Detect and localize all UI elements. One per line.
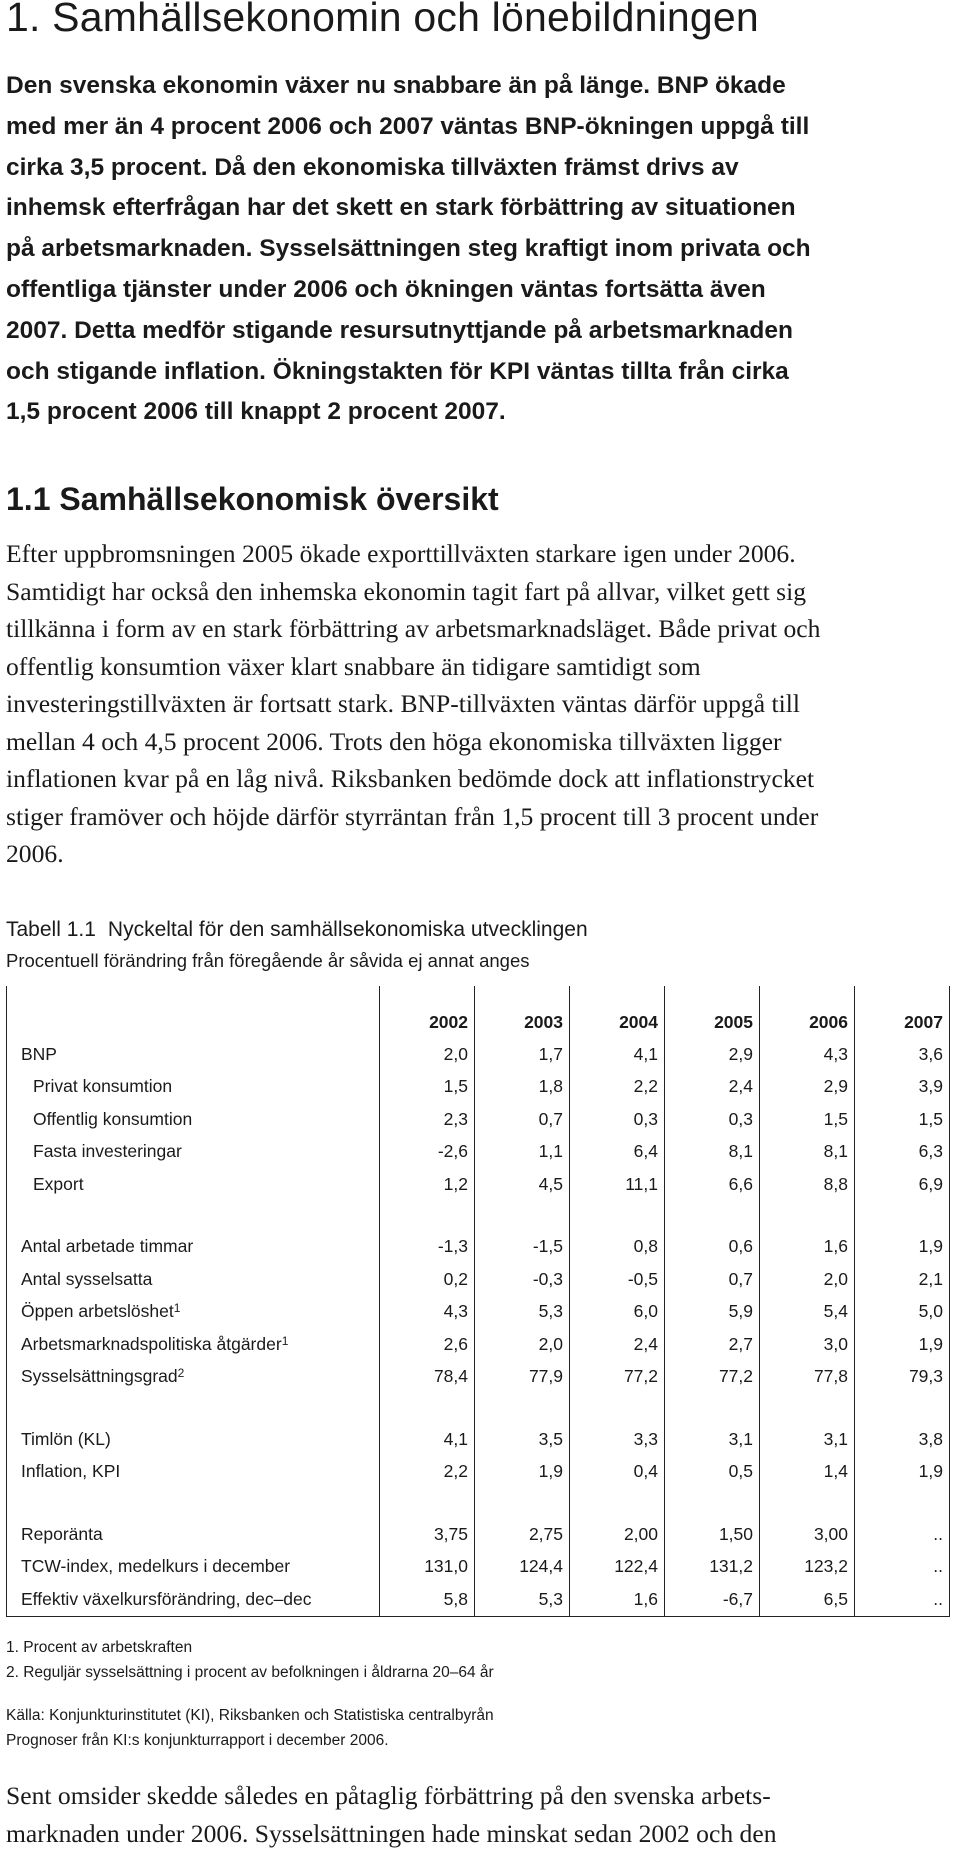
value-cell: 5,0 (855, 1296, 950, 1329)
spacer-cell (380, 1201, 475, 1231)
table-body (7, 1038, 950, 1616)
value-cell: 4,3 (380, 1296, 475, 1329)
value-cell: 1,5 (380, 1071, 475, 1104)
spacer-cell (475, 1201, 570, 1231)
body-line: Samtidigt har också den inhemska ekonomin tagit fart på allvar, vilket gett sig (6, 576, 807, 606)
row-label-text: Antal arbetade timmar (21, 1236, 194, 1257)
value-cell: .. (855, 1551, 950, 1584)
value-cell: 1,9 (855, 1328, 950, 1361)
value-cell: .. (855, 1583, 950, 1616)
spacer-cell (855, 1393, 950, 1423)
value-cell: 5,8 (380, 1583, 475, 1616)
body-line: offentlig konsumtion växer klart snabbare än tidigare samtidigt som (6, 651, 701, 681)
spacer-cell (760, 1393, 855, 1423)
value-cell: 0,3 (570, 1103, 665, 1136)
row-label-text: Effektiv växelkursförändring, dec–dec (21, 1588, 312, 1609)
spacer-cell (380, 1488, 475, 1518)
row-label (7, 1296, 380, 1329)
row-label (7, 1231, 380, 1264)
table-caption (6, 918, 588, 942)
header-spacer-cell (760, 986, 855, 1006)
table-row (7, 1103, 950, 1136)
source-line: Källa: Konjunkturinstitutet (KI), Riksbanken och Statistiska centralbyrån (6, 1707, 494, 1724)
spacer-cell (570, 1488, 665, 1518)
table-row (7, 1231, 950, 1264)
spacer-cell (570, 1393, 665, 1423)
table-row (7, 1071, 950, 1104)
value-cell: 5,3 (475, 1583, 570, 1616)
value-cell: 77,2 (570, 1361, 665, 1394)
value-cell: 6,0 (570, 1296, 665, 1329)
row-label-text: Arbetsmarknadspolitiska åtgärder (21, 1333, 282, 1354)
lead-line: på arbetsmarknaden. Sysselsättningen steg kraftigt inom privata och (6, 235, 811, 263)
value-cell: 8,8 (760, 1168, 855, 1201)
row-label-text: Timlön (KL) (21, 1428, 111, 1449)
value-cell: 2,9 (760, 1071, 855, 1104)
header-spacer-cell (665, 986, 760, 1006)
value-cell: 6,5 (760, 1583, 855, 1616)
year-header-cell: 2003 (475, 1006, 570, 1038)
value-cell: 0,8 (570, 1231, 665, 1264)
value-cell: 5,4 (760, 1296, 855, 1329)
value-cell: 2,1 (855, 1263, 950, 1296)
value-cell: 1,50 (665, 1518, 760, 1551)
value-cell: 2,4 (665, 1071, 760, 1104)
footnote-line: 2. Reguljär sysselsättning i procent av befolkningen i åldrarna 20–64 år (6, 1664, 494, 1681)
value-cell: -1,3 (380, 1231, 475, 1264)
body-line: investeringstillväxten är fortsatt stark. BNP-tillväxten väntas därför uppgå till (6, 689, 800, 718)
header-spacer-cell (475, 986, 570, 1006)
value-cell: 2,4 (570, 1328, 665, 1361)
value-cell: 6,6 (665, 1168, 760, 1201)
body-paragraph (6, 535, 936, 873)
value-cell: 2,7 (665, 1328, 760, 1361)
row-label-text: Reporänta (21, 1523, 103, 1544)
value-cell: 77,2 (665, 1361, 760, 1394)
body-line: 2006. (6, 839, 64, 868)
row-label-text: Privat konsumtion (33, 1076, 173, 1097)
row-label (7, 1038, 380, 1071)
year-header-cell: 2007 (855, 1006, 950, 1038)
value-cell: 2,9 (665, 1038, 760, 1071)
value-cell: 77,8 (760, 1361, 855, 1394)
footnote-line: 1. Procent av arbetskraften (6, 1639, 193, 1656)
value-cell: 1,6 (570, 1583, 665, 1616)
year-header-cell: 2006 (760, 1006, 855, 1038)
header-spacer-cell (855, 986, 950, 1006)
spacer-cell (665, 1201, 760, 1231)
value-cell: 1,9 (475, 1456, 570, 1489)
lead-line: inhemsk efterfrågan har det skett en stark förbättring av situationen (6, 194, 796, 222)
row-label-text: Inflation, KPI (21, 1461, 121, 1482)
spacer-cell (855, 1201, 950, 1231)
header-spacer-cell (7, 986, 380, 1006)
header-spacer-cell (380, 986, 475, 1006)
row-label (7, 1071, 380, 1104)
spacer-cell (475, 1488, 570, 1518)
footnotes (6, 1635, 494, 1685)
lead-line: 2007. Detta medför stigande resursutnyttjande på arbetsmarknaden (6, 316, 793, 344)
year-header-cell: 2002 (380, 1006, 475, 1038)
spacer-cell (855, 1488, 950, 1518)
table-row (7, 1456, 950, 1489)
chapter-heading: 1. Samhällsekonomin och lönebildningen (6, 0, 759, 40)
row-label (7, 1518, 380, 1551)
source-line: Prognoser från KI:s konjunkturrapport i december 2006. (6, 1732, 389, 1749)
value-cell: 1,1 (475, 1136, 570, 1169)
year-header-cell: 2004 (570, 1006, 665, 1038)
header-spacer-cell (570, 986, 665, 1006)
value-cell: 0,4 (570, 1456, 665, 1489)
value-cell: 5,9 (665, 1296, 760, 1329)
spacer-cell (665, 1393, 760, 1423)
value-cell: 3,6 (855, 1038, 950, 1071)
value-cell: 0,6 (665, 1231, 760, 1264)
lead-line: med mer än 4 procent 2006 och 2007 väntas BNP-ökningen uppgå till (6, 112, 810, 140)
value-cell: -1,5 (475, 1231, 570, 1264)
spacer-cell (475, 1393, 570, 1423)
value-cell: 3,9 (855, 1071, 950, 1104)
spacer-cell (7, 1201, 380, 1231)
footnote-marker: 1 (281, 1333, 289, 1348)
table-row (7, 1583, 950, 1616)
value-cell: 3,0 (760, 1328, 855, 1361)
value-cell: 77,9 (475, 1361, 570, 1394)
closing-line: marknaden under 2006. Sysselsättningen hade minskat sedan 2002 och den (6, 1819, 777, 1848)
lead-paragraph (6, 66, 936, 433)
footnote-marker: 1 (173, 1301, 181, 1316)
row-label (7, 1328, 380, 1361)
source-notes (6, 1703, 494, 1753)
spacer-cell (570, 1201, 665, 1231)
row-label-text: Fasta investeringar (33, 1141, 182, 1162)
value-cell: 2,3 (380, 1103, 475, 1136)
value-cell: 4,3 (760, 1038, 855, 1071)
lead-line: 1,5 procent 2006 till knappt 2 procent 2007. (6, 398, 506, 426)
footnote-marker: 2 (177, 1366, 185, 1381)
row-label (7, 1168, 380, 1201)
table-subcaption: Procentuell förändring från föregående år såvida ej annat anges (6, 950, 530, 971)
value-cell: 0,5 (665, 1456, 760, 1489)
value-cell: 1,4 (760, 1456, 855, 1489)
body-line: tillkänna i form av en stark förbättring av arbetsmarknadsläget. Både privat och (6, 614, 821, 643)
value-cell: 1,5 (855, 1103, 950, 1136)
row-label (7, 1263, 380, 1296)
value-cell: 123,2 (760, 1551, 855, 1584)
value-cell: 3,3 (570, 1423, 665, 1456)
section-heading: 1.1 Samhällsekonomisk översikt (6, 481, 499, 517)
row-label (7, 1583, 380, 1616)
value-cell: 11,1 (570, 1168, 665, 1201)
value-cell: 79,3 (855, 1361, 950, 1394)
corner-cell (7, 1006, 380, 1038)
lead-line: Den svenska ekonomin växer nu snabbare än på länge. BNP ökade (6, 72, 786, 99)
lead-line: offentliga tjänster under 2006 och ökningen väntas fortsätta även (6, 275, 766, 303)
table-title: Nyckeltal för den samhällsekonomiska utvecklingen (107, 918, 588, 941)
row-label-text: Sysselsättningsgrad (21, 1366, 178, 1387)
spacer-cell (7, 1393, 380, 1423)
value-cell: -2,6 (380, 1136, 475, 1169)
value-cell: 3,00 (760, 1518, 855, 1551)
spacer-cell (7, 1488, 380, 1518)
value-cell: 1,8 (475, 1071, 570, 1104)
row-label (7, 1456, 380, 1489)
table-row (7, 1168, 950, 1201)
closing-paragraph (6, 1777, 936, 1853)
row-label-text: BNP (21, 1043, 57, 1064)
table-row (7, 1263, 950, 1296)
year-header-cell: 2005 (665, 1006, 760, 1038)
value-cell: 2,0 (475, 1328, 570, 1361)
value-cell: 1,6 (760, 1231, 855, 1264)
row-label-text: Antal sysselsatta (21, 1268, 153, 1289)
value-cell: 0,2 (380, 1263, 475, 1296)
value-cell: .. (855, 1518, 950, 1551)
table-row (7, 1361, 950, 1394)
value-cell: 2,2 (380, 1456, 475, 1489)
value-cell: -0,5 (570, 1263, 665, 1296)
value-cell: 131,2 (665, 1551, 760, 1584)
value-cell: 1,2 (380, 1168, 475, 1201)
value-cell: 0,7 (665, 1263, 760, 1296)
value-cell: 1,5 (760, 1103, 855, 1136)
value-cell: 4,1 (570, 1038, 665, 1071)
key-figures-table (6, 986, 950, 1617)
table-row (7, 1136, 950, 1169)
lead-line: cirka 3,5 procent. Då den ekonomiska tillväxten främst drivs av (6, 153, 739, 181)
value-cell: 3,1 (665, 1423, 760, 1456)
row-label-text: Öppen arbetslöshet (21, 1301, 174, 1322)
lead-line: och stigande inflation. Ökningstakten för KPI väntas tillta från cirka (6, 357, 789, 385)
year-header-row (7, 1006, 950, 1038)
value-cell: -0,3 (475, 1263, 570, 1296)
value-cell: 2,0 (380, 1038, 475, 1071)
closing-line: Sent omsider skedde således en påtaglig förbättring på den svenska arbets- (6, 1781, 771, 1810)
row-label (7, 1136, 380, 1169)
value-cell: 2,00 (570, 1518, 665, 1551)
value-cell: 2,2 (570, 1071, 665, 1104)
value-cell: 3,5 (475, 1423, 570, 1456)
value-cell: 4,1 (380, 1423, 475, 1456)
value-cell: 78,4 (380, 1361, 475, 1394)
value-cell: 8,1 (665, 1136, 760, 1169)
row-label-text: Offentlig konsumtion (33, 1108, 193, 1129)
value-cell: 2,0 (760, 1263, 855, 1296)
value-cell: 1,7 (475, 1038, 570, 1071)
table-row (7, 1551, 950, 1584)
value-cell: 6,9 (855, 1168, 950, 1201)
value-cell: 3,1 (760, 1423, 855, 1456)
table-row (7, 1296, 950, 1329)
value-cell: 0,3 (665, 1103, 760, 1136)
row-label (7, 1361, 380, 1394)
value-cell: 8,1 (760, 1136, 855, 1169)
value-cell: 2,6 (380, 1328, 475, 1361)
value-cell: 122,4 (570, 1551, 665, 1584)
spacer-cell (760, 1488, 855, 1518)
table-row (7, 1518, 950, 1551)
value-cell: 4,5 (475, 1168, 570, 1201)
value-cell: 5,3 (475, 1296, 570, 1329)
value-cell: 1,9 (855, 1456, 950, 1489)
body-line: Efter uppbromsningen 2005 ökade exporttillväxten starkare igen under 2006. (6, 539, 796, 568)
table-row (7, 1328, 950, 1361)
table-row (7, 1038, 950, 1071)
table-header (7, 986, 950, 1038)
row-label (7, 1551, 380, 1584)
row-label (7, 1423, 380, 1456)
table-label: Tabell 1.1 (6, 918, 96, 941)
value-cell: 0,7 (475, 1103, 570, 1136)
value-cell: 1,9 (855, 1231, 950, 1264)
value-cell: 124,4 (475, 1551, 570, 1584)
body-line: inflationen kvar på en låg nivå. Riksbanken bedömde dock att inflationstrycket (6, 764, 815, 793)
value-cell: 6,3 (855, 1136, 950, 1169)
value-cell: -6,7 (665, 1583, 760, 1616)
body-line: mellan 4 och 4,5 procent 2006. Trots den höga ekonomiska tillväxten ligger (6, 726, 782, 756)
spacer-cell (760, 1201, 855, 1231)
spacer-cell (665, 1488, 760, 1518)
table-row (7, 1423, 950, 1456)
spacer-cell (380, 1393, 475, 1423)
value-cell: 131,0 (380, 1551, 475, 1584)
row-label-text: TCW-index, medelkurs i december (21, 1556, 291, 1577)
value-cell: 6,4 (570, 1136, 665, 1169)
value-cell: 3,8 (855, 1423, 950, 1456)
row-label-text: Export (33, 1173, 84, 1194)
row-label (7, 1103, 380, 1136)
body-line: stiger framöver och höjde därför styrräntan från 1,5 procent till 3 procent under (6, 801, 819, 831)
value-cell: 3,75 (380, 1518, 475, 1551)
value-cell: 2,75 (475, 1518, 570, 1551)
